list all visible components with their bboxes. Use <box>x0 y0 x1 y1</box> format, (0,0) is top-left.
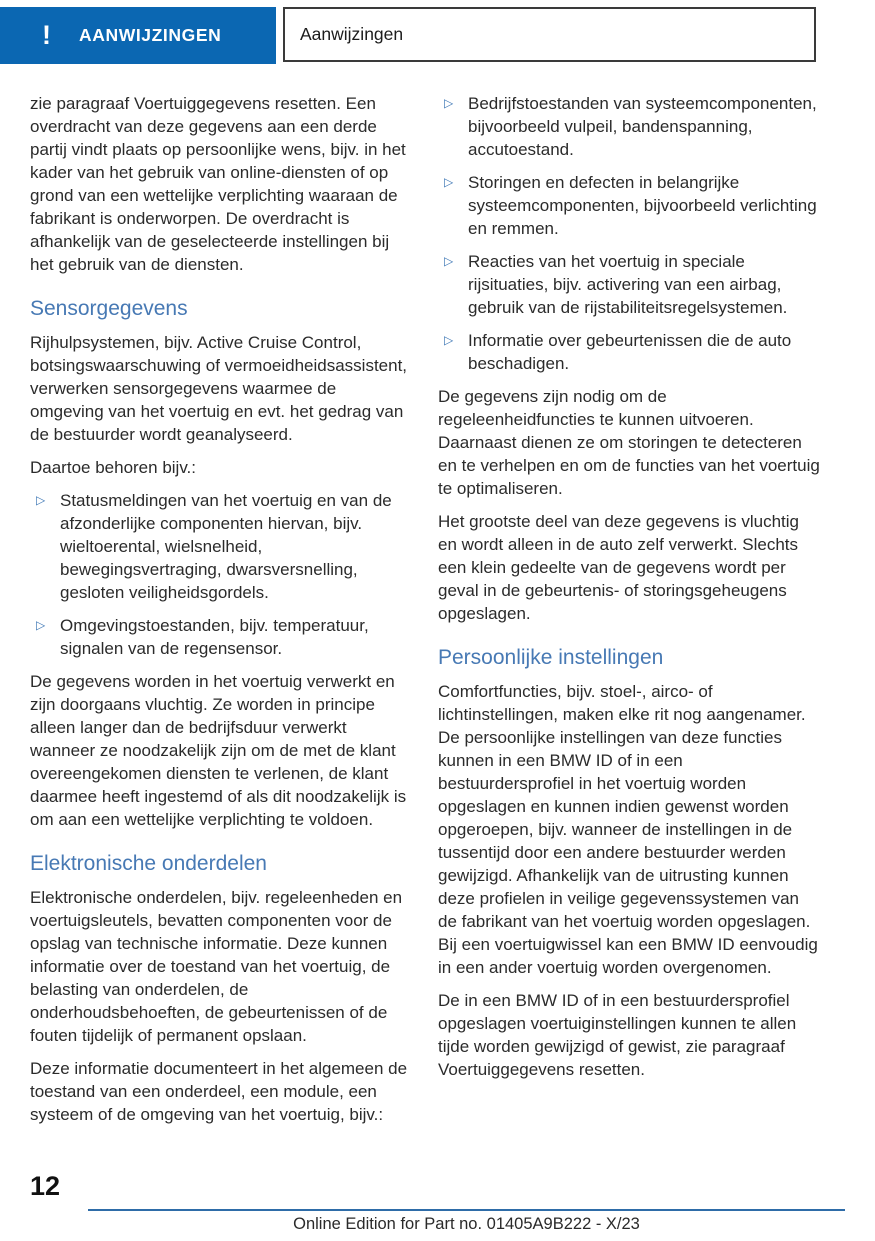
bullet-text: Reacties van het voertuig in speciale rijsituaties, bijv. activering van een airbag, gebruik van de rijstabiliteitsregelsystemen. <box>468 252 788 317</box>
paragraph: Elektronische onderdelen, bijv. regeleenheden en voertuigsleutels, bevatten componenten voor de opslag van technische informatie. Deze kunnen informatie over de toestand van het voertuig, de belasting van onderdelen, de onderhoudsbehoeften, de gebeurtenissen of de fouten tijdelijk of permanent opslaan. <box>30 888 403 1045</box>
section-heading-sensorgegevens: Sensorgegevens <box>30 297 188 320</box>
chapter-title: Aanwijzingen <box>300 24 404 44</box>
bullet-item <box>438 250 822 319</box>
bullet-item <box>438 171 822 240</box>
bullet-text: Statusmeldingen van het voertuig en van de afzonderlijke componenten hiervan, bijv. wieltoerental, wielsnelheid, bewegingsvertraging, dwarsversnelling, gesloten veiligheidsgordels. <box>60 491 392 602</box>
bullet-item <box>30 614 410 660</box>
chapter-title-box <box>283 7 816 62</box>
bullet-item <box>30 489 410 604</box>
section-heading-persoonlijke-instellingen: Persoonlijke instellingen <box>438 646 664 669</box>
paragraph: Deze informatie documenteert in het algemeen de toestand van een onderdeel, een module, een systeem of de omgeving van het voertuig, bijv.: <box>30 1059 408 1124</box>
paragraph-intro: zie paragraaf Voertuiggegevens resetten. Een overdracht van deze gegevens aan een derde partij vindt plaats op persoonlijke wens, bijv. in het kader van het gebruik van online-diensten of op grond van een wettelijke verplichting waaraan de fabrikant is onderworpen. De overdracht is afhankelijk van de geselecteerde instellingen bij het gebruik van de diensten. <box>30 94 406 274</box>
section-heading-elektronische-onderdelen: Elektronische onderdelen <box>30 852 267 875</box>
column-right <box>438 92 822 1136</box>
bullet-item <box>438 92 822 161</box>
triangle-bullet-icon: ▷ <box>36 493 46 507</box>
exclamation-warning-icon: ! <box>42 20 51 50</box>
paragraph: De gegevens worden in het voertuig verwerkt en zijn doorgaans vluchtig. Ze worden in principe alleen langer dan de bedrijfsduur verwerkt wanneer ze noodzakelijk zijn om de met de klant overeengekomen diensten te verlenen, de klant daarmee heeft ingestemd of als dit noodzakelijk is om aan een wettelijke verplichting te voldoen. <box>30 672 407 829</box>
bullet-text: Informatie over gebeurtenissen die de auto beschadigen. <box>468 331 792 373</box>
paragraph: Comfortfuncties, bijv. stoel-, airco- of lichtinstellingen, maken elke rit nog aangenamer. De persoonlijke instellingen van deze functies kunnen in een BMW ID of in een bestuurdersprofiel in het voertuig worden opgeslagen en kunnen indien gewenst worden opgeroepen, bijv. wanneer de instellingen in de tussentijd door een andere bestuurder werden gewijzigd. Afhankelijk van de uitrusting kunnen deze profielen in veilige gegevenssystemen van de fabrikant van het voertuig worden opgeslagen. Bij een voertuigwissel kan een BMW ID eenvoudig in een ander voertuig worden overgenomen. <box>438 682 818 977</box>
paragraph: De gegevens zijn nodig om de regeleenheidfuncties te kunnen uitvoeren. Daarnaast dienen ze om storingen te detecteren en te verhelpen en om de functies van het voertuig te optimaliseren. <box>438 387 820 498</box>
chapter-badge <box>0 7 276 64</box>
triangle-bullet-icon: ▷ <box>36 618 46 632</box>
triangle-bullet-icon: ▷ <box>444 175 454 189</box>
footer-divider-line <box>88 1209 845 1211</box>
paragraph: Daartoe behoren bijv.: <box>30 458 197 477</box>
triangle-bullet-icon: ▷ <box>444 333 454 347</box>
paragraph: De in een BMW ID of in een bestuurdersprofiel opgeslagen voertuiginstellingen kunnen te allen tijde worden gewijzigd of gewist, zie paragraaf Voertuiggegevens resetten. <box>438 991 797 1079</box>
edition-note: Online Edition for Part no. 01405A9B222 - X/23 <box>293 1215 640 1233</box>
triangle-bullet-icon: ▷ <box>444 96 454 110</box>
bullet-text: Omgevingstoestanden, bijv. temperatuur, signalen van de regensensor. <box>60 616 369 658</box>
page-body <box>30 92 822 1136</box>
chapter-badge-label: AANWIJZINGEN <box>79 25 222 45</box>
column-left <box>30 92 410 1136</box>
page-number: 12 <box>30 1171 61 1201</box>
paragraph: Het grootste deel van deze gegevens is vluchtig en wordt alleen in de auto zelf verwerkt. Slechts een klein gedeelte van de gegevens wordt per geval in de gebeurtenis- of storingsgeheugens opgeslagen. <box>438 512 800 623</box>
bullet-text: Bedrijfstoestanden van systeemcomponenten, bijvoorbeeld vulpeil, bandenspanning, accutoestand. <box>468 94 817 159</box>
triangle-bullet-icon: ▷ <box>444 254 454 268</box>
bullet-text: Storingen en defecten in belangrijke systeemcomponenten, bijvoorbeeld verlichting en remmen. <box>468 173 817 238</box>
paragraph: Rijhulpsystemen, bijv. Active Cruise Control, botsingswaarschuwing of vermoeidheidsassistent, verwerken sensorgegevens waarmee de omgeving van het voertuig en evt. het gedrag van de bestuurder wordt geanalyseerd. <box>30 333 408 444</box>
bullet-item <box>438 329 822 375</box>
